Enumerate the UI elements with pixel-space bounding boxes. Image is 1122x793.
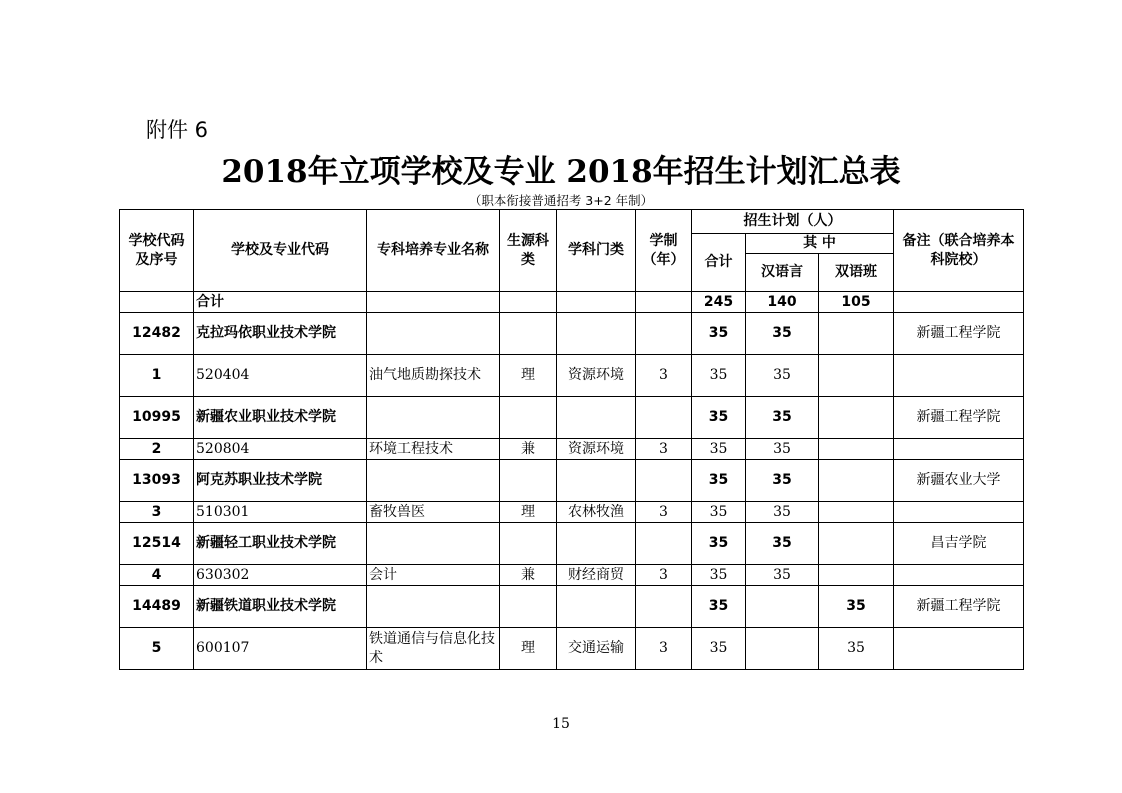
major-code: 520804 (194, 439, 367, 460)
school-code: 12514 (120, 523, 194, 565)
major-duration: 3 (636, 502, 692, 523)
major-discipline: 交通运输 (557, 628, 636, 670)
major-code: 510301 (194, 502, 367, 523)
major-total: 35 (692, 628, 746, 670)
major-source: 兼 (500, 439, 557, 460)
school-total: 35 (692, 397, 746, 439)
major-total: 35 (692, 502, 746, 523)
major-han: 35 (746, 355, 819, 397)
cell-empty (367, 313, 500, 355)
header-duration: 学制（年） (636, 210, 692, 292)
major-row (120, 502, 1024, 523)
school-han: 35 (746, 460, 819, 502)
cell-empty (894, 439, 1024, 460)
major-duration: 3 (636, 439, 692, 460)
school-total: 35 (692, 586, 746, 628)
school-han: 35 (746, 397, 819, 439)
major-discipline: 农林牧渔 (557, 502, 636, 523)
cell-empty (500, 586, 557, 628)
school-name: 克拉玛依职业技术学院 (194, 313, 367, 355)
header-school-major-code: 学校及专业代码 (194, 210, 367, 292)
header-among: 其 中 (746, 234, 894, 254)
cell-empty (367, 460, 500, 502)
major-han: 35 (746, 502, 819, 523)
school-note: 新疆农业大学 (894, 460, 1024, 502)
major-name: 铁道通信与信息化技术 (367, 628, 500, 670)
major-discipline: 资源环境 (557, 439, 636, 460)
school-note: 新疆工程学院 (894, 397, 1024, 439)
cell-empty (894, 355, 1024, 397)
school-bilingual (819, 313, 894, 355)
major-bilingual: 35 (819, 628, 894, 670)
school-han: 35 (746, 313, 819, 355)
school-total: 35 (692, 523, 746, 565)
cell-empty (557, 292, 636, 313)
school-name: 新疆轻工职业技术学院 (194, 523, 367, 565)
major-seq: 3 (120, 502, 194, 523)
cell-empty (367, 523, 500, 565)
major-name: 会计 (367, 565, 500, 586)
major-row (120, 565, 1024, 586)
school-name: 新疆铁道职业技术学院 (194, 586, 367, 628)
major-han: 35 (746, 439, 819, 460)
major-seq: 2 (120, 439, 194, 460)
document-subtitle: （职本衔接普通招考 3+2 年制） (468, 193, 654, 208)
major-row (120, 628, 1024, 670)
major-name: 环境工程技术 (367, 439, 500, 460)
cell-empty (894, 565, 1024, 586)
cell-empty (636, 292, 692, 313)
total-bilingual: 105 (819, 292, 894, 313)
total-row (120, 292, 1024, 313)
cell-empty (636, 586, 692, 628)
header-note: 备注（联合培养本科院校） (894, 210, 1024, 292)
major-code: 600107 (194, 628, 367, 670)
cell-empty (500, 523, 557, 565)
school-bilingual (819, 460, 894, 502)
school-bilingual (819, 523, 894, 565)
major-source: 理 (500, 355, 557, 397)
header-major-name: 专科培养专业名称 (367, 210, 500, 292)
major-source: 理 (500, 628, 557, 670)
school-row (120, 460, 1024, 502)
enrollment-plan-table (119, 209, 1024, 670)
major-row (120, 439, 1024, 460)
major-code: 520404 (194, 355, 367, 397)
major-duration: 3 (636, 628, 692, 670)
cell-empty (894, 628, 1024, 670)
document-title: 2018年立项学校及专业 2018年招生计划汇总表 (221, 154, 901, 190)
page-number: 15 (552, 716, 570, 732)
major-row (120, 355, 1024, 397)
cell-empty (557, 313, 636, 355)
school-code: 13093 (120, 460, 194, 502)
cell-empty (367, 292, 500, 313)
school-code: 14489 (120, 586, 194, 628)
major-code: 630302 (194, 565, 367, 586)
cell-empty (894, 502, 1024, 523)
cell-empty (120, 292, 194, 313)
cell-empty (894, 292, 1024, 313)
total-han: 140 (746, 292, 819, 313)
cell-empty (636, 397, 692, 439)
total-count: 245 (692, 292, 746, 313)
header-row (120, 210, 1024, 234)
school-row (120, 586, 1024, 628)
school-note: 新疆工程学院 (894, 586, 1024, 628)
cell-empty (500, 292, 557, 313)
major-han: 35 (746, 565, 819, 586)
major-total: 35 (692, 439, 746, 460)
cell-empty (557, 586, 636, 628)
cell-empty (367, 586, 500, 628)
school-total: 35 (692, 460, 746, 502)
school-row (120, 313, 1024, 355)
major-bilingual (819, 502, 894, 523)
cell-empty (636, 523, 692, 565)
header-han: 汉语言 (746, 254, 819, 292)
school-bilingual: 35 (819, 586, 894, 628)
major-name: 畜牧兽医 (367, 502, 500, 523)
major-source: 理 (500, 502, 557, 523)
cell-empty (557, 523, 636, 565)
cell-empty (557, 397, 636, 439)
total-label: 合计 (194, 292, 367, 313)
school-row (120, 523, 1024, 565)
major-seq: 1 (120, 355, 194, 397)
school-total: 35 (692, 313, 746, 355)
header-discipline: 学科门类 (557, 210, 636, 292)
cell-empty (636, 313, 692, 355)
major-han (746, 628, 819, 670)
major-bilingual (819, 565, 894, 586)
school-name: 新疆农业职业技术学院 (194, 397, 367, 439)
major-bilingual (819, 439, 894, 460)
cell-empty (367, 397, 500, 439)
cell-empty (500, 313, 557, 355)
major-duration: 3 (636, 355, 692, 397)
major-source: 兼 (500, 565, 557, 586)
cell-empty (500, 460, 557, 502)
school-code: 10995 (120, 397, 194, 439)
header-bilingual: 双语班 (819, 254, 894, 292)
major-discipline: 财经商贸 (557, 565, 636, 586)
school-han (746, 586, 819, 628)
major-seq: 4 (120, 565, 194, 586)
header-code: 学校代码及序号 (120, 210, 194, 292)
school-note: 昌吉学院 (894, 523, 1024, 565)
school-row (120, 397, 1024, 439)
school-code: 12482 (120, 313, 194, 355)
major-discipline: 资源环境 (557, 355, 636, 397)
attachment-label: 附件 6 (146, 118, 209, 142)
major-bilingual (819, 355, 894, 397)
header-total: 合计 (692, 234, 746, 292)
major-total: 35 (692, 565, 746, 586)
header-source: 生源科类 (500, 210, 557, 292)
major-duration: 3 (636, 565, 692, 586)
major-seq: 5 (120, 628, 194, 670)
school-name: 阿克苏职业技术学院 (194, 460, 367, 502)
cell-empty (557, 460, 636, 502)
cell-empty (636, 460, 692, 502)
school-han: 35 (746, 523, 819, 565)
cell-empty (500, 397, 557, 439)
major-name: 油气地质勘探技术 (367, 355, 500, 397)
school-bilingual (819, 397, 894, 439)
header-plan: 招生计划（人） (692, 210, 894, 234)
major-total: 35 (692, 355, 746, 397)
school-note: 新疆工程学院 (894, 313, 1024, 355)
